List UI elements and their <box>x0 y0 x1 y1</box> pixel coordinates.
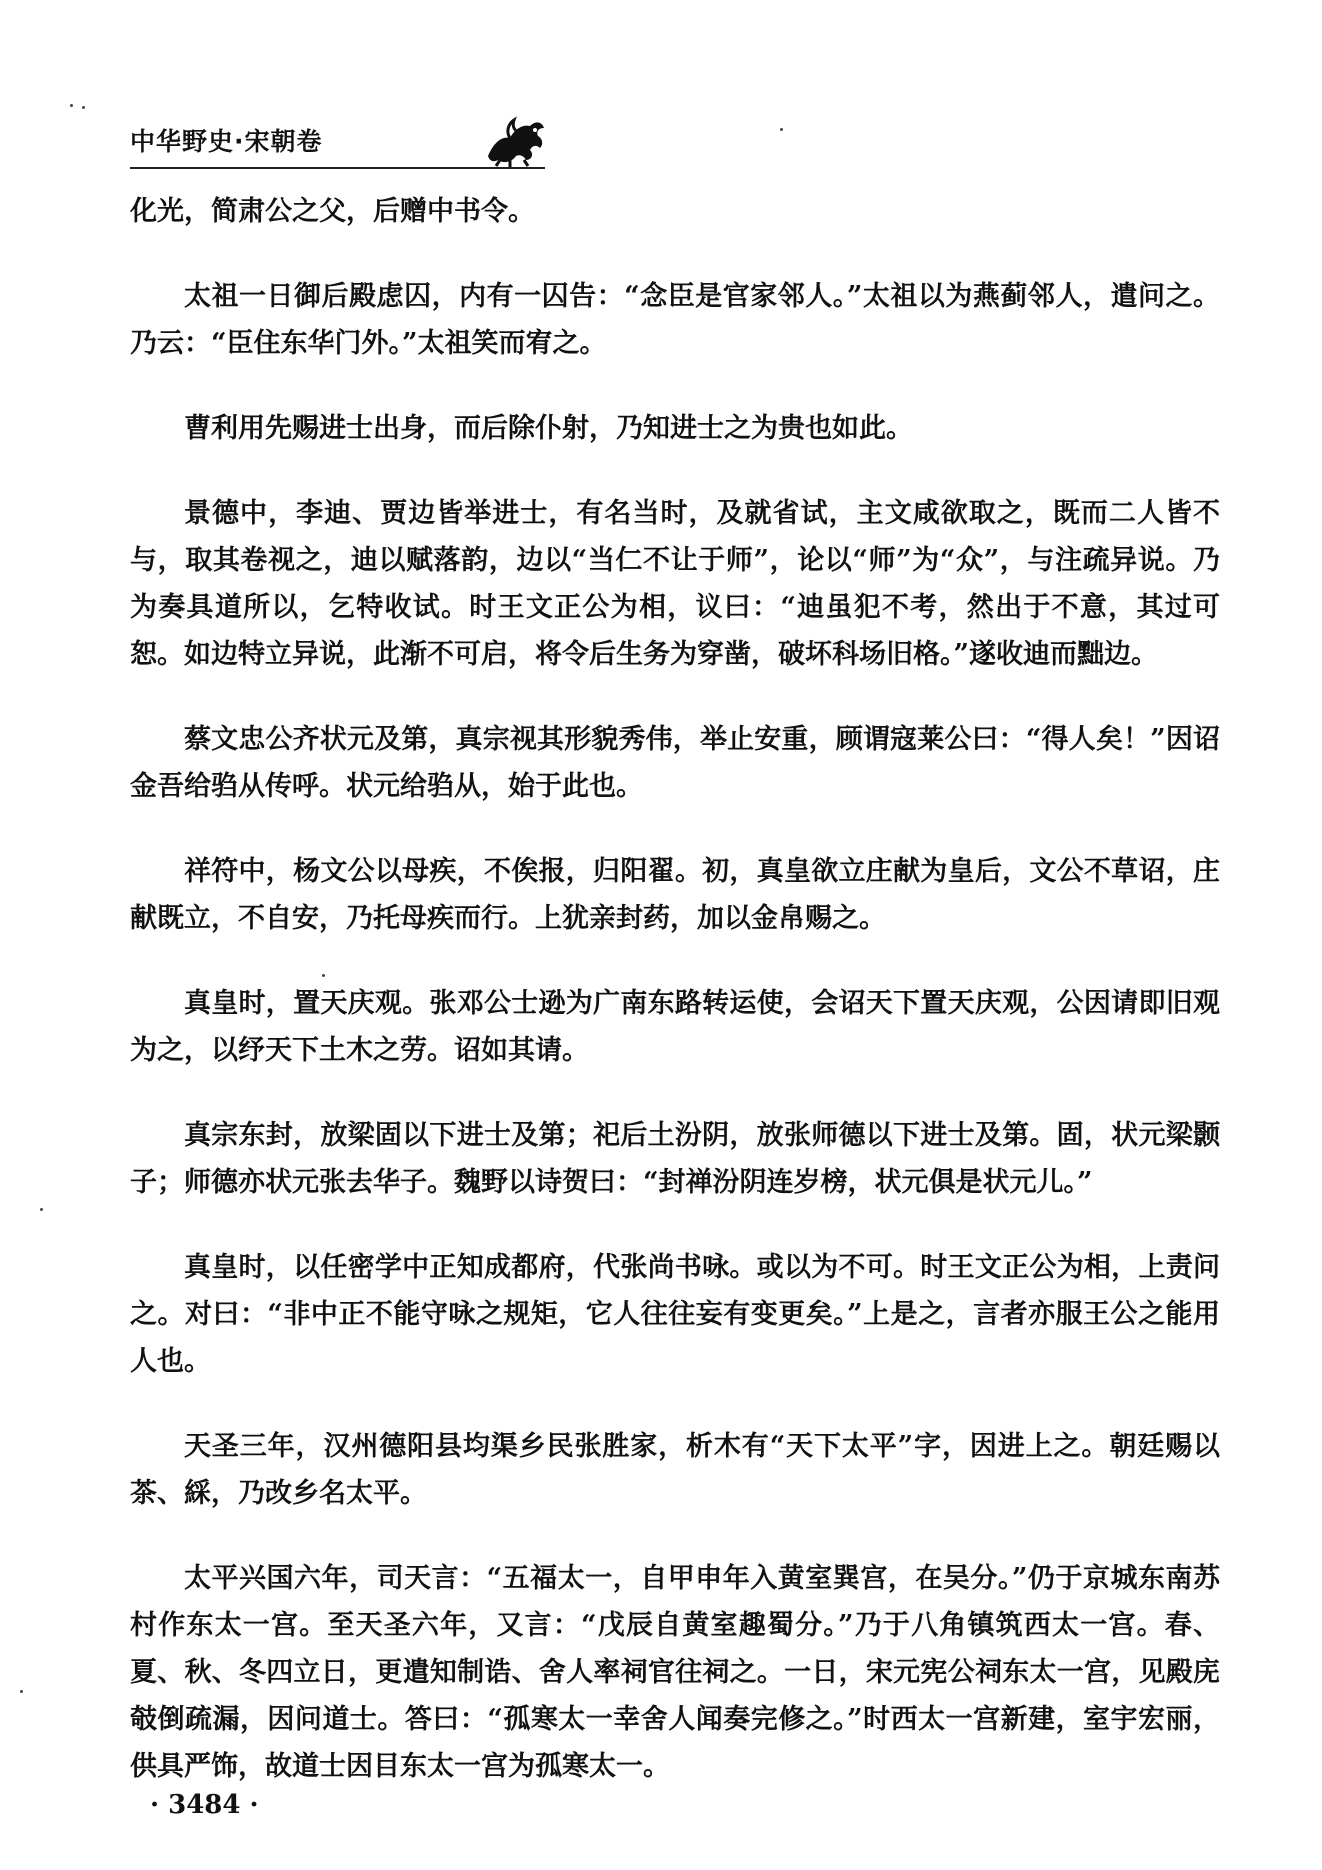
dragon-emblem-icon <box>480 112 550 168</box>
paragraph: 景德中，李迪、贾边皆举进士，有名当时，及就省试，主文咸欲取之，既而二人皆不与，取其卷视之，迪以赋落韵，边以“当仁不让于师”，论以“师”为“众”，与注疏异说。乃为奏具道所以，乞特收试。时王文正公为相，议曰：“迪虽犯不考，然出于不意，其过可恕。如边特立异说，此渐不可启，将令后生务为穿凿，破坏科场旧格。”遂收迪而黜边。 <box>130 498 1220 670</box>
scan-speck <box>780 128 783 131</box>
paragraph: 太祖一日御后殿虑囚，内有一囚告：“念臣是官家邻人。”太祖以为燕蓟邻人，遣问之。乃云：“臣住东华门外。”太祖笑而宥之。 <box>130 281 1220 359</box>
paragraph: 天圣三年，汉州德阳县均渠乡民张胜家，析木有“天下太平”字，因进上之。朝廷赐以茶、綵，乃改乡名太平。 <box>130 1431 1220 1509</box>
paragraph: 真皇时，以任密学中正知成都府，代张尚书咏。或以为不可。时王文正公为相，上责问之。对曰：“非中正不能守咏之规矩，它人往往妄有变更矣。”上是之，言者亦服王公之能用人也。 <box>130 1252 1220 1377</box>
scan-speck <box>70 104 73 107</box>
header-divider <box>130 167 545 169</box>
paragraph: 蔡文忠公齐状元及第，真宗视其形貌秀伟，举止安重，顾谓寇莱公曰：“得人矣！”因诏金吾给驺从传呼。状元给驺从，始于此也。 <box>130 724 1220 802</box>
paragraph: 祥符中，杨文公以母疾，不俟报，归阳翟。初，真皇欲立庄献为皇后，文公不草诏，庄献既立，不自安，乃托母疾而行。上犹亲封药，加以金帛赐之。 <box>130 856 1220 934</box>
text-body <box>130 188 1220 1828</box>
scan-speck <box>20 1690 23 1693</box>
scan-speck <box>40 1208 43 1211</box>
paragraph: 化光，简肃公之父，后赠中书令。 <box>130 196 535 227</box>
scan-speck <box>82 106 85 109</box>
paragraph: 太平兴国六年，司天言：“五福太一，自甲申年入黄室巽宫，在吴分。”仍于京城东南苏村作东太一宫。至天圣六年，又言：“戊辰自黄室趣蜀分。”乃于八角镇筑西太一宫。春、夏、秋、冬四立日，更遣知制诰、舍人率祠官往祠之。一日，宋元宪公祠东太一宫，见殿庑攲倒疏漏，因问道士。答曰：“孤寒太一幸舍人闻奏完修之。”时西太一宫新建，室宇宏丽，供具严饰，故道士因目东太一宫为孤寒太一。 <box>130 1563 1220 1782</box>
paragraph: 曹利用先赐进士出身，而后除仆射，乃知进士之为贵也如此。 <box>184 413 913 444</box>
page-header <box>130 112 550 172</box>
paragraph: 真宗东封，放梁固以下进士及第；祀后土汾阴，放张师德以下进士及第。固，状元梁颢子；师德亦状元张去华子。魏野以诗贺曰：“封禅汾阴连岁榜，状元俱是状元儿。” <box>130 1120 1220 1198</box>
scan-speck <box>322 974 325 977</box>
book-title: 中华野史·宋朝卷 <box>130 127 323 156</box>
page-number: · 3484 · <box>150 1790 259 1820</box>
paragraph: 真皇时，置天庆观。张邓公士逊为广南东路转运使，会诏天下置天庆观，公因请即旧观为之，以纾天下土木之劳。诏如其请。 <box>130 988 1220 1066</box>
